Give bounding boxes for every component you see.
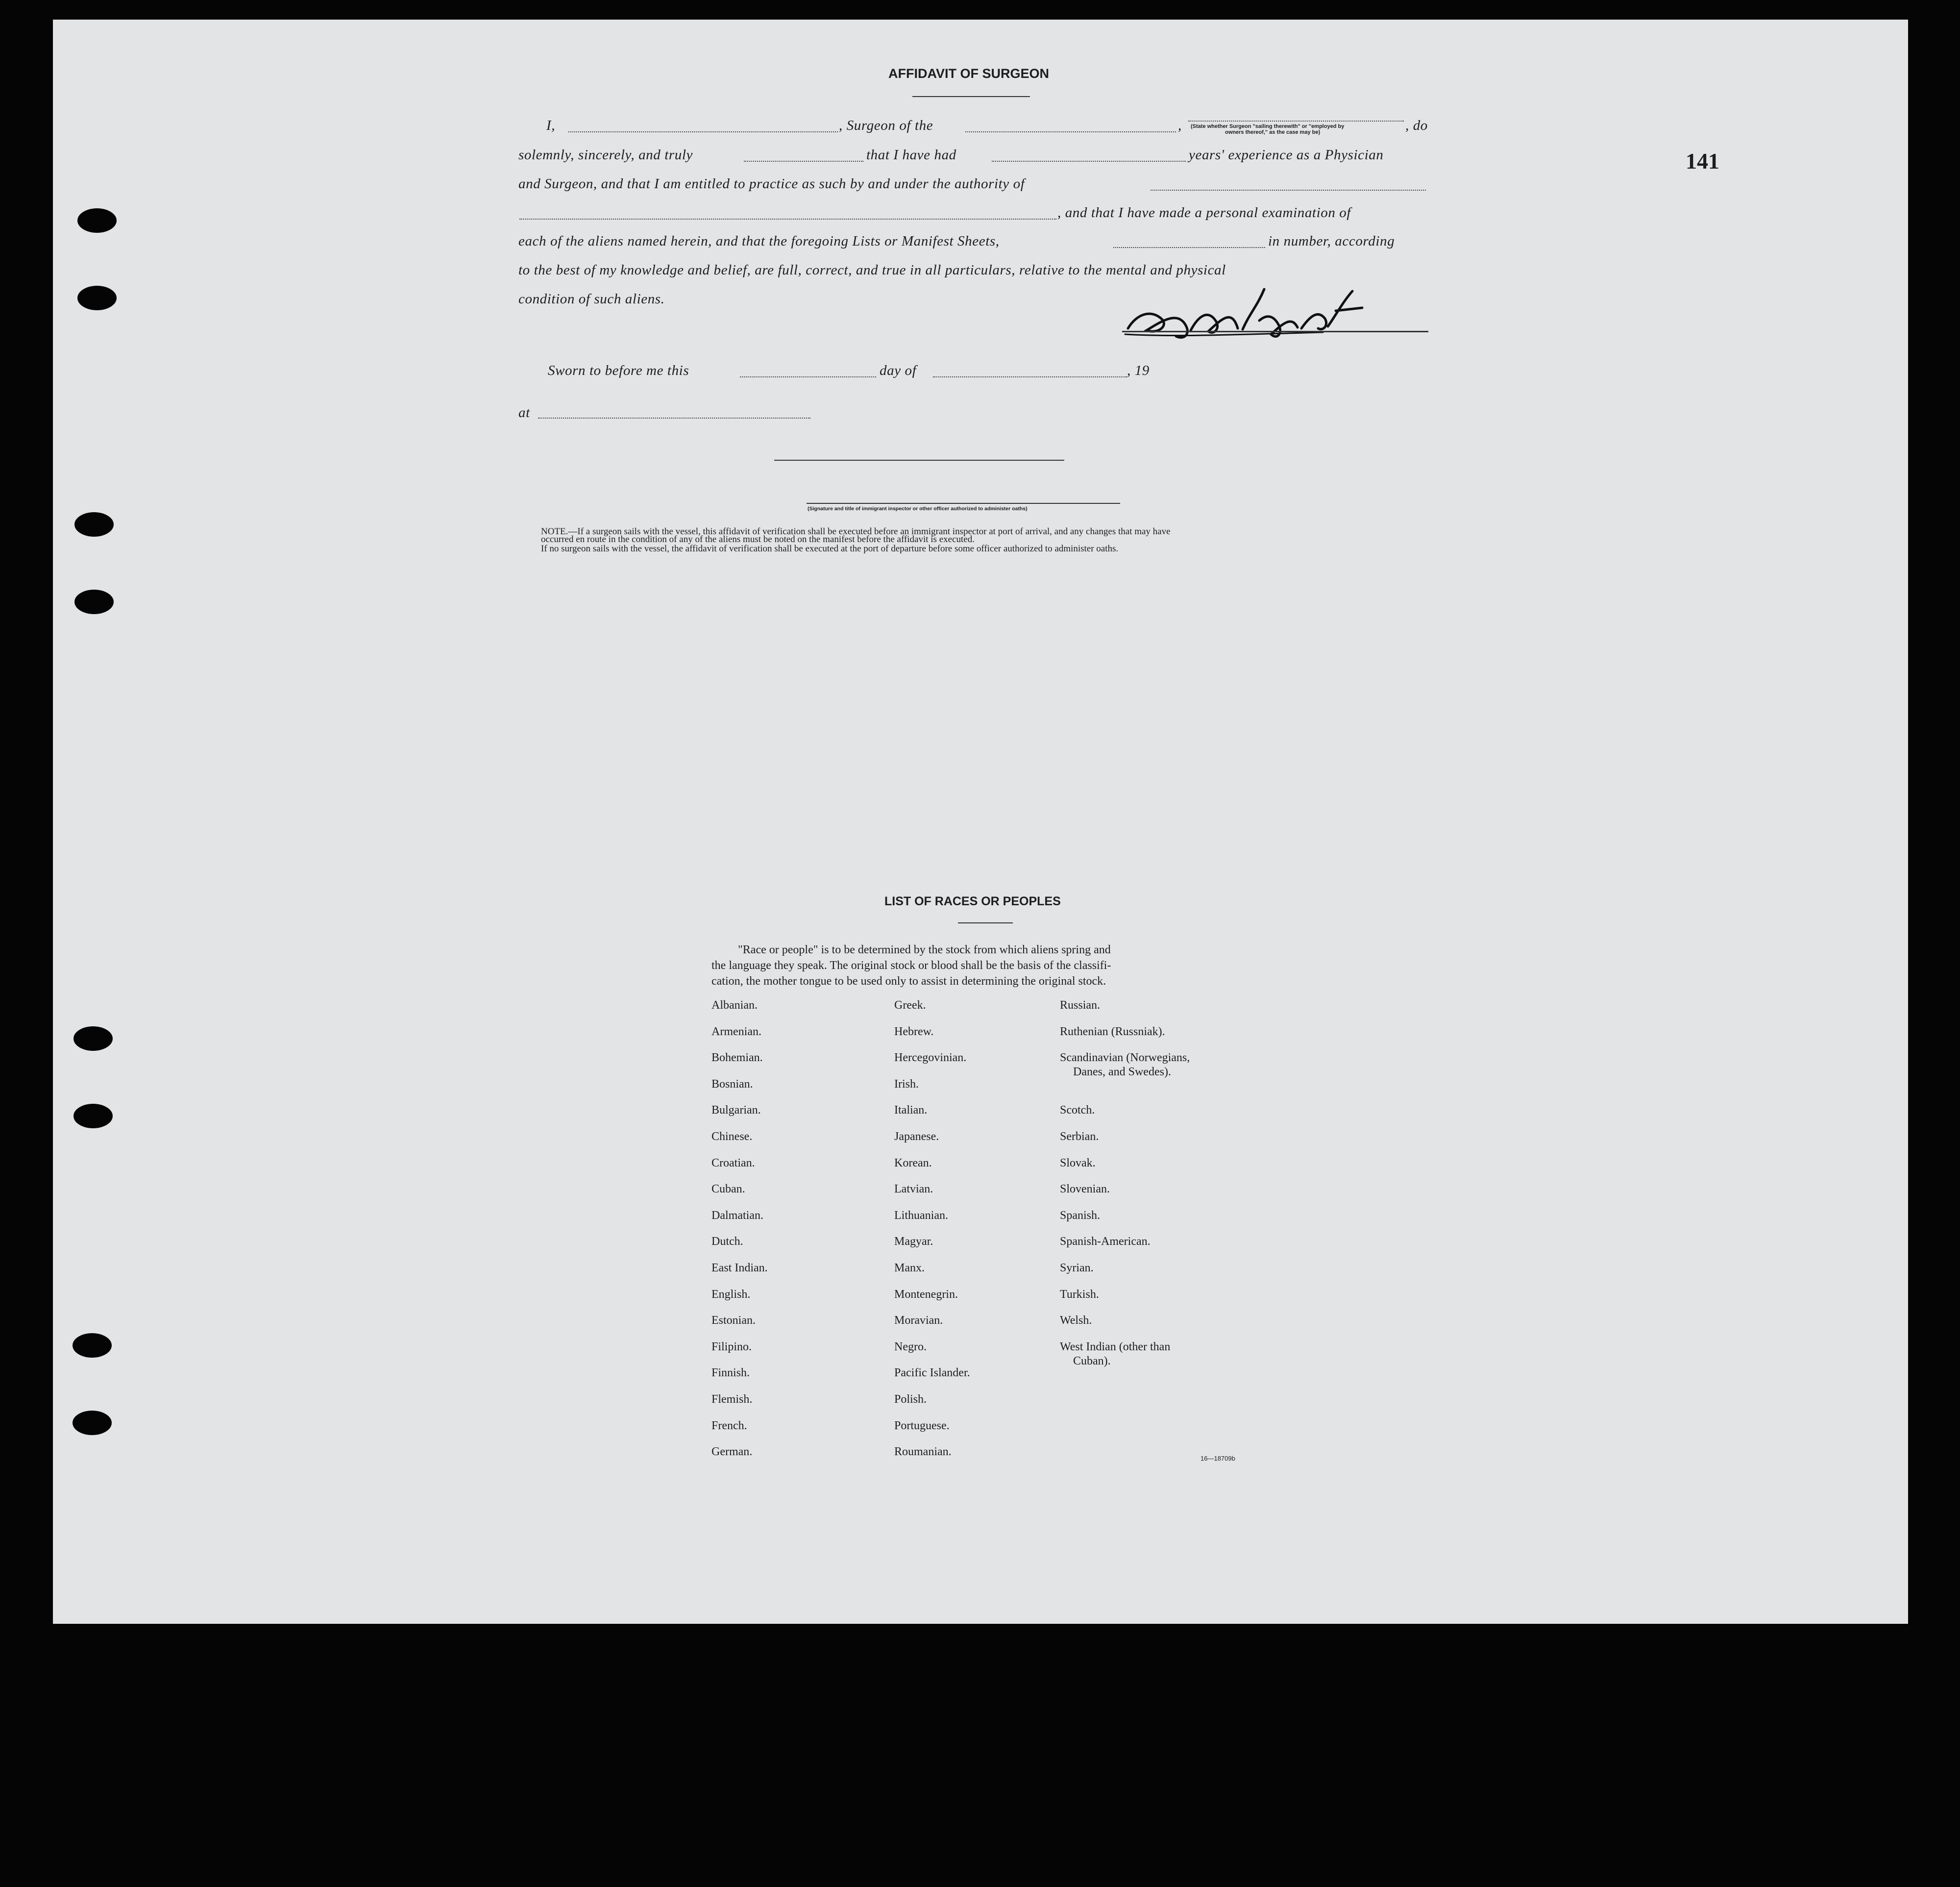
sworn-place-blank <box>538 418 810 419</box>
sworn-month-blank <box>933 376 1127 377</box>
race-item: Russian. <box>1060 999 1101 1012</box>
race-item: Welsh. <box>1060 1314 1092 1327</box>
race-item: Armenian. <box>711 1025 761 1038</box>
race-item: Magyar. <box>894 1235 933 1248</box>
race-item: Montenegrin. <box>894 1288 958 1301</box>
race-item: Irish. <box>894 1078 919 1091</box>
race-item: Italian. <box>894 1104 928 1117</box>
race-item: English. <box>711 1288 751 1301</box>
race-item: Latvian. <box>894 1183 933 1195</box>
races-intro-1: "Race or people" is to be determined by the stock from which aliens spring and <box>738 944 1111 956</box>
race-item: Serbian. <box>1060 1130 1099 1143</box>
binder-hole <box>73 1333 112 1358</box>
race-item: Slovenian. <box>1060 1183 1110 1195</box>
race-item: Hebrew. <box>894 1025 934 1038</box>
race-item: Bohemian. <box>711 1051 763 1064</box>
race-item: Pacific Islander. <box>894 1366 970 1379</box>
signature-line <box>1122 331 1428 332</box>
race-item: Spanish-American. <box>1060 1235 1151 1248</box>
race-item: Chinese. <box>711 1130 753 1143</box>
race-item: Bulgarian. <box>711 1104 761 1117</box>
race-item: Cuban). <box>1073 1355 1111 1367</box>
aff-line2-a: solemnly, sincerely, and truly <box>518 147 693 163</box>
surgeon-status-note: (State whether Surgeon "sailing therewith" or "employed by <box>1191 124 1345 129</box>
race-item: Scandinavian (Norwegians, <box>1060 1051 1190 1064</box>
race-item: Danes, and Swedes). <box>1073 1066 1171 1078</box>
sworn-text-a: Sworn to before me this <box>548 363 689 378</box>
aff-line4: , and that I have made a personal examination of <box>1057 205 1351 221</box>
race-item: Bosnian. <box>711 1078 753 1091</box>
sworn-text-b: day of <box>880 363 917 378</box>
race-item: Negro. <box>894 1341 927 1353</box>
aff-line5-a: each of the aliens named herein, and that the foregoing Lists or Manifest Sheets, <box>518 233 1000 249</box>
race-item: Estonian. <box>711 1314 756 1327</box>
race-item: Dutch. <box>711 1235 743 1248</box>
vessel-blank <box>965 131 1176 132</box>
binder-hole <box>74 590 114 614</box>
aff-line2-c: years' experience as a Physician <box>1189 147 1384 163</box>
race-item: Japanese. <box>894 1130 939 1143</box>
sheets-count-blank <box>1113 247 1265 248</box>
race-item: Manx. <box>894 1262 925 1274</box>
race-item: Spanish. <box>1060 1209 1101 1222</box>
note-line-2: occurred en route in the condition of any of the aliens must be noted on the manifest before the affidavit is executed. <box>541 534 975 545</box>
aff-line1-i: I, <box>546 118 556 133</box>
aff-line3: and Surgeon, and that I am entitled to practice as such by and under the authority of <box>518 176 1025 192</box>
binder-hole <box>77 286 117 310</box>
races-title: LIST OF RACES OR PEOPLES <box>884 894 1061 908</box>
surgeon-status-blank <box>1188 121 1404 122</box>
surgeon-status-note: owners thereof," as the case may be) <box>1225 129 1321 135</box>
race-item: Dalmatian. <box>711 1209 763 1222</box>
surgeon-name-blank <box>568 131 838 132</box>
race-item: Moravian. <box>894 1314 943 1327</box>
years-blank <box>992 161 1186 162</box>
races-title-underline <box>958 922 1013 923</box>
race-item: Croatian. <box>711 1157 755 1169</box>
title-underline <box>912 96 1030 97</box>
binder-hole <box>73 1411 112 1435</box>
aff-line1-do: , do <box>1405 118 1428 133</box>
binder-hole <box>74 1104 113 1128</box>
race-item: Syrian. <box>1060 1262 1094 1274</box>
race-item: Flemish. <box>711 1393 753 1406</box>
race-item: Finnish. <box>711 1366 750 1379</box>
officer-line-2 <box>807 503 1120 504</box>
binder-hole <box>74 512 114 537</box>
note-line-3: If no surgeon sails with the vessel, the affidavit of verification shall be executed at the port of departure before some officer authorized to administer oaths. <box>541 544 1119 554</box>
race-item: Polish. <box>894 1393 927 1406</box>
race-item: Korean. <box>894 1157 932 1169</box>
race-item: German. <box>711 1445 753 1458</box>
sworn-text-c: , 19 <box>1127 363 1150 378</box>
race-item: Filipino. <box>711 1341 752 1353</box>
sworn-at: at <box>518 405 530 421</box>
race-item: Scotch. <box>1060 1104 1095 1117</box>
race-item: Cuban. <box>711 1183 745 1195</box>
aff-line6: to the best of my knowledge and belief, are full, correct, and true in all particulars, relative to the mental and physical <box>518 262 1226 278</box>
note-line-1: NOTE.—If a surgeon sails with the vessel, this affidavit of verification shall be executed before an immigrant inspector at port of arrival, and any changes that may have <box>541 526 1171 537</box>
form-number: 16—18709b <box>1200 1455 1235 1462</box>
oath-blank <box>744 161 863 162</box>
surgeon-signature <box>1117 279 1372 353</box>
race-item: Ruthenian (Russniak). <box>1060 1025 1165 1038</box>
officer-caption: (Signature and title of immigrant inspector or other officer authorized to administer oaths) <box>808 506 1028 512</box>
aff-line1-surgeon: , Surgeon of the <box>839 118 933 133</box>
races-intro-2: the language they speak. The original stock or blood shall be the basis of the classifi- <box>711 959 1111 972</box>
page-number: 141 <box>1686 149 1719 174</box>
race-item: Turkish. <box>1060 1288 1099 1301</box>
sworn-day-blank <box>740 376 876 377</box>
race-item: Greek. <box>894 999 926 1012</box>
aff-line1-comma: , <box>1178 118 1182 133</box>
authority-blank-2 <box>519 219 1056 220</box>
race-item: Roumanian. <box>894 1445 952 1458</box>
race-item: Portuguese. <box>894 1419 950 1432</box>
binder-hole <box>74 1026 113 1051</box>
aff-line2-b: that I have had <box>866 147 956 163</box>
race-item: Hercegovinian. <box>894 1051 967 1064</box>
race-item: East Indian. <box>711 1262 768 1274</box>
race-item: West Indian (other than <box>1060 1341 1171 1353</box>
officer-line-1 <box>774 460 1064 461</box>
race-item: French. <box>711 1419 747 1432</box>
race-item: Lithuanian. <box>894 1209 948 1222</box>
affidavit-title: AFFIDAVIT OF SURGEON <box>888 66 1049 81</box>
binder-hole <box>77 208 117 233</box>
aff-line7: condition of such aliens. <box>518 291 665 307</box>
race-item: Slovak. <box>1060 1157 1096 1169</box>
aff-line5-b: in number, according <box>1268 233 1395 249</box>
authority-blank <box>1151 190 1426 191</box>
races-intro-3: cation, the mother tongue to be used only to assist in determining the original stock. <box>711 975 1106 988</box>
document-page <box>53 20 1908 1624</box>
race-item: Albanian. <box>711 999 758 1012</box>
